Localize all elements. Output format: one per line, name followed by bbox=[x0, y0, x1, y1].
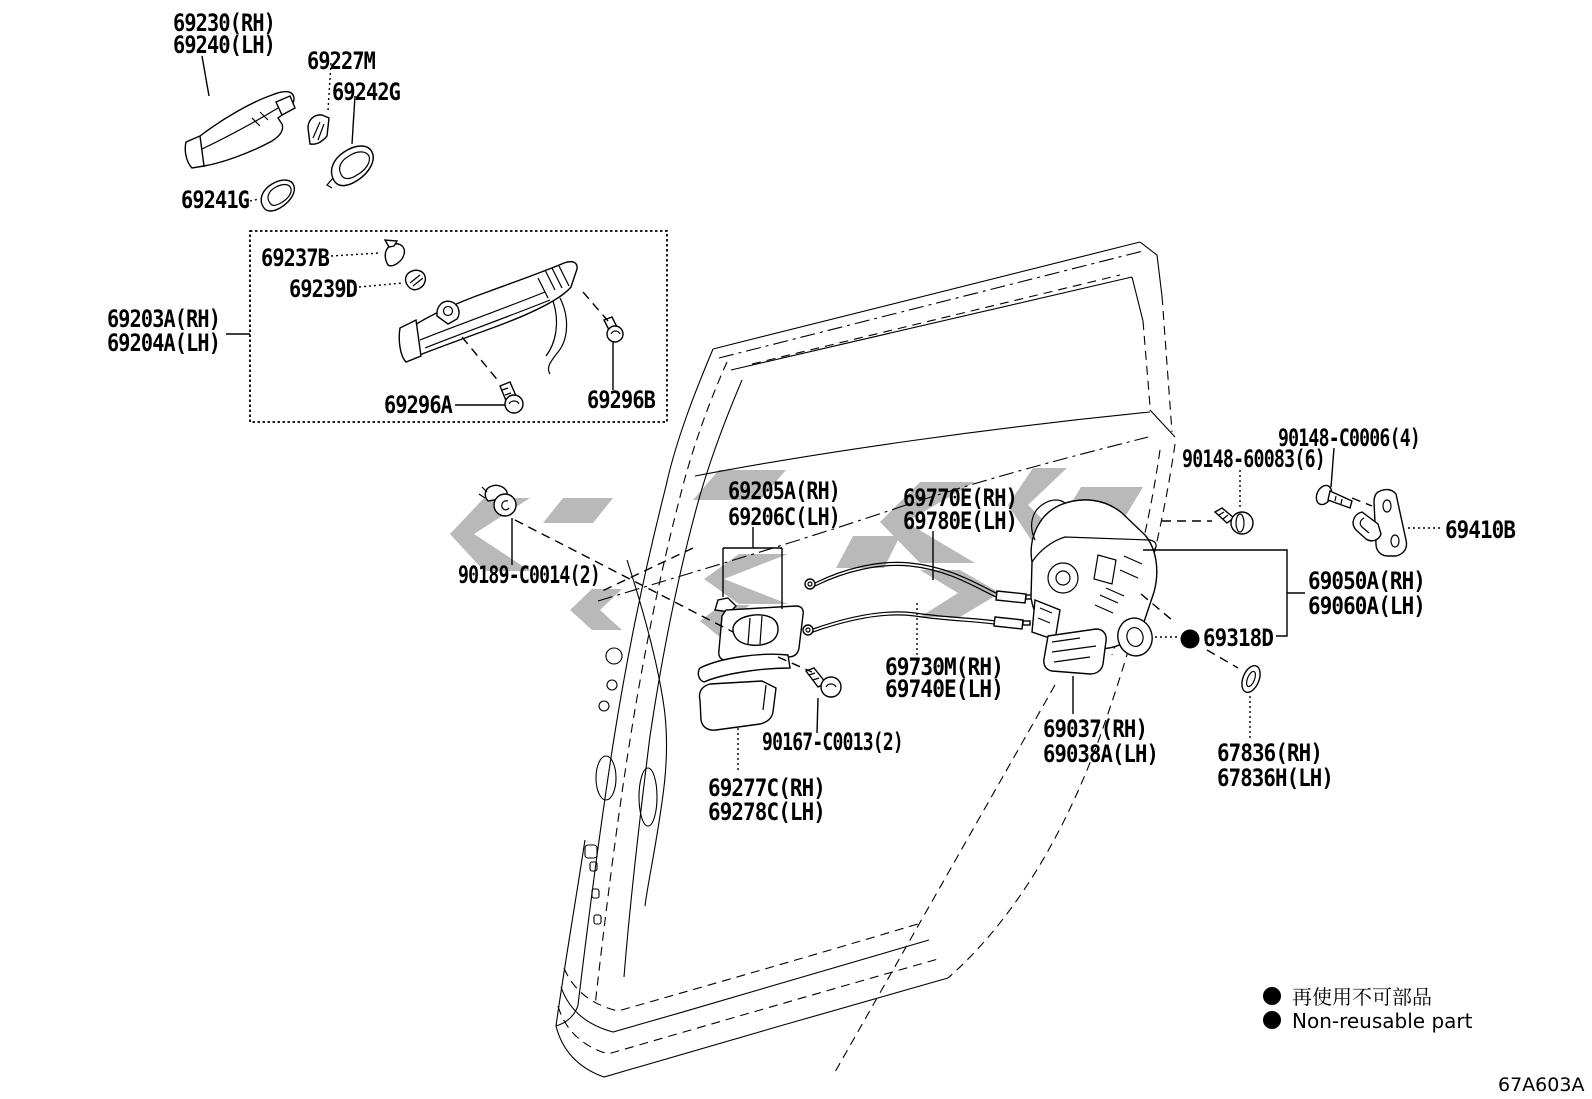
label-69050A-rh: 69050A(RH) bbox=[1308, 567, 1425, 595]
label-90148-60083: 90148-60083(6) bbox=[1182, 445, 1325, 473]
label-69205A-rh: 69205A(RH) bbox=[728, 477, 840, 505]
screw-69296B-drawing bbox=[604, 317, 623, 342]
label-69227M: 69227M bbox=[307, 47, 376, 75]
striker-69410B-drawing bbox=[1353, 490, 1406, 556]
screw-90148-60083-drawing bbox=[1215, 508, 1253, 534]
legend-text-en: Non-reusable part bbox=[1292, 1009, 1473, 1033]
grommet-67836-drawing bbox=[1238, 663, 1263, 695]
diagram-code: 67A603A bbox=[1498, 1074, 1585, 1096]
non-reusable-bullet-icon bbox=[1181, 630, 1200, 649]
handle-cover-69227M-drawing bbox=[308, 115, 329, 144]
label-69277C-rh: 69277C(RH) bbox=[708, 774, 825, 802]
label-69780E-lh: 69780E(LH) bbox=[903, 507, 1017, 535]
bezel-69241G-drawing bbox=[261, 180, 294, 211]
legend-bullet-en-icon bbox=[1263, 1011, 1281, 1029]
label-90189-C0014: 90189-C0014(2) bbox=[458, 561, 600, 589]
legend bbox=[1263, 985, 1473, 1033]
screw-90148-C0006-drawing bbox=[1313, 483, 1352, 508]
outside-handle-drawing bbox=[185, 92, 295, 168]
label-69204A-lh: 69204A(LH) bbox=[107, 329, 220, 357]
cable-69770E-drawing bbox=[805, 562, 1033, 603]
label-69730M-rh: 69730M(RH) bbox=[885, 653, 1003, 681]
label-69240-lh: 69240(LH) bbox=[173, 31, 275, 59]
clip-69237B-drawing bbox=[385, 240, 404, 266]
label-69230-rh: 69230(RH) bbox=[173, 9, 275, 37]
label-69241G: 69241G bbox=[181, 186, 250, 214]
label-90148-C0006: 90148-C0006(4) bbox=[1278, 424, 1420, 452]
label-69037-rh: 69037(RH) bbox=[1043, 715, 1147, 743]
grommet-69239D-drawing bbox=[406, 270, 426, 289]
child-protector-69037-drawing bbox=[1044, 629, 1106, 674]
legend-text-jp: 再使用不可部品 bbox=[1292, 985, 1432, 1009]
bezel-69242G-drawing bbox=[327, 146, 373, 188]
screw-69296A-drawing bbox=[500, 382, 523, 413]
label-69296A: 69296A bbox=[384, 391, 454, 419]
label-69740E-lh: 69740E(LH) bbox=[885, 675, 1003, 703]
label-69278C-lh: 69278C(LH) bbox=[708, 798, 825, 826]
label-69038A-lh: 69038A(LH) bbox=[1043, 740, 1158, 768]
legend-bullet-jp-icon bbox=[1263, 987, 1281, 1005]
label-69318D: 69318D bbox=[1203, 624, 1274, 652]
cover-plate-69277C-drawing bbox=[699, 681, 776, 730]
label-67836H-lh: 67836H(LH) bbox=[1217, 764, 1333, 792]
label-69296B: 69296B bbox=[587, 386, 656, 414]
label-69203A-rh: 69203A(RH) bbox=[107, 305, 220, 333]
label-90167-C0013: 90167-C0013(2) bbox=[762, 728, 903, 756]
label-69239D: 69239D bbox=[289, 275, 358, 303]
label-69242G: 69242G bbox=[332, 78, 401, 106]
label-69237B: 69237B bbox=[261, 244, 330, 272]
label-69060A-lh: 69060A(LH) bbox=[1308, 592, 1425, 620]
label-67836-rh: 67836(RH) bbox=[1217, 739, 1322, 767]
label-69770E-rh: 69770E(RH) bbox=[903, 484, 1017, 512]
label-69206C-lh: 69206C(LH) bbox=[728, 503, 840, 531]
label-69410B: 69410B bbox=[1445, 516, 1516, 544]
